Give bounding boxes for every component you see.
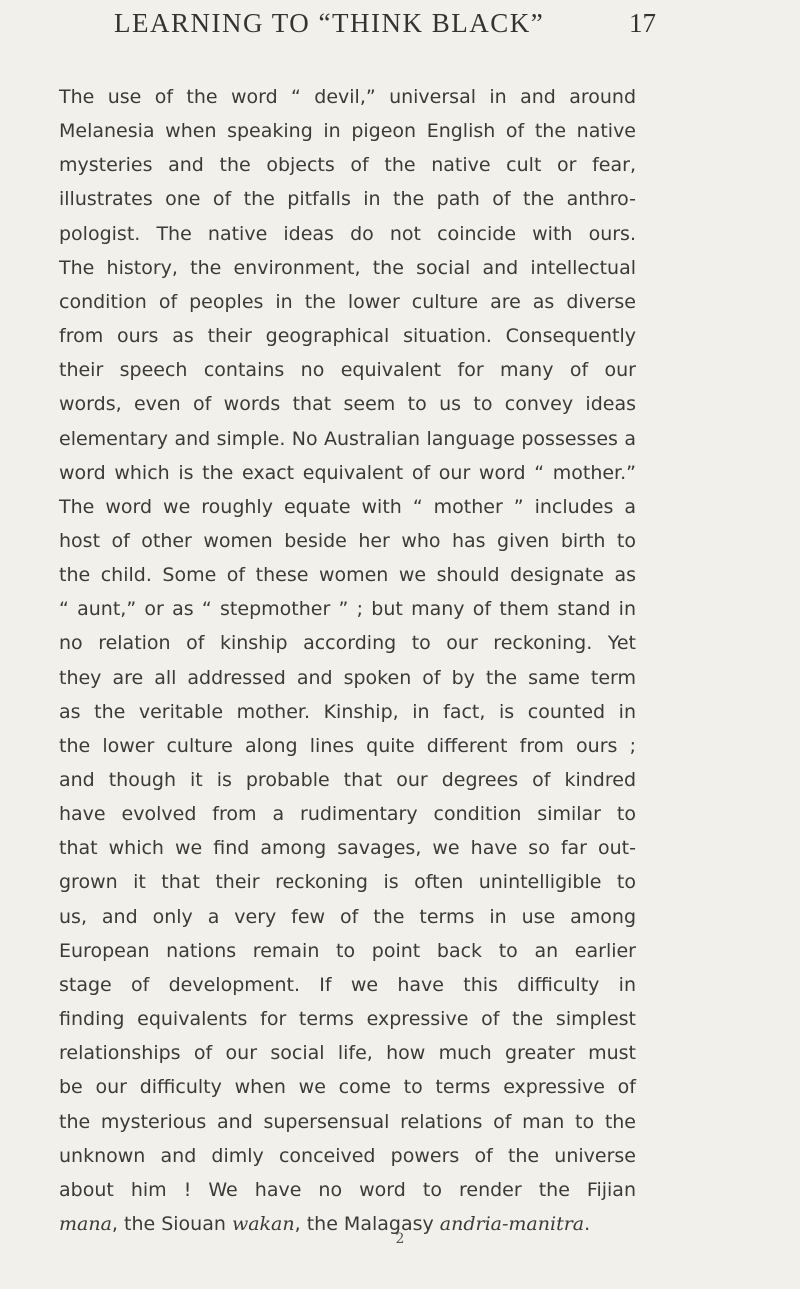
running-header <box>96 8 656 39</box>
text-line: that which we find among savages, we have so far out- <box>59 837 636 860</box>
text-line: word which is the exact equivalent of our word “ mother.” <box>59 461 636 484</box>
text-line: European nations remain to point back to an earlier <box>59 939 636 962</box>
text-line: relationships of our social life, how much greater must <box>59 1042 636 1065</box>
text-line: they are all addressed and spoken of by the same term <box>59 666 636 689</box>
text-line: grown it that their reckoning is often unintelligible to <box>59 871 636 894</box>
text-line: The use of the word “ devil,” universal in and around <box>59 86 636 108</box>
text-line: condition of peoples in the lower culture are as diverse <box>59 290 636 313</box>
running-title: LEARNING TO “THINK BLACK” <box>114 8 545 38</box>
text-line: have evolved from a rudimentary condition similar to <box>59 803 636 826</box>
text-line: and though it is probable that our degrees of kindred <box>59 769 636 791</box>
text-fragment: , the Malagasy <box>294 1212 440 1235</box>
text-line: the lower culture along lines quite different from ours ; <box>59 734 636 757</box>
text-line: pologist. The native ideas do not coincide with ours. <box>59 222 636 245</box>
text-line: no relation of kinship according to our reckoning. Yet <box>59 632 636 655</box>
text-line: host of other women beside her who has given birth to <box>59 529 636 552</box>
text-line: words, even of words that seem to us to convey ideas <box>59 393 636 416</box>
text-line: illustrates one of the pitfalls in the path of the anthro- <box>59 188 636 211</box>
term-wakan: wakan <box>231 1212 295 1235</box>
text-line: the mysterious and supersensual relations of man to the <box>59 1110 636 1133</box>
text-line: as the veritable mother. Kinship, in fact, is counted in <box>59 700 636 723</box>
text-line: The word we roughly equate with “ mother ” includes a <box>59 495 636 518</box>
text-line: The history, the environment, the social and intellectual <box>59 256 636 279</box>
text-line: elementary and simple. No Australian language possesses a <box>59 427 636 450</box>
text-line: Melanesia when speaking in pigeon English of the native <box>59 120 636 143</box>
text-line: unknown and dimly conceived powers of the universe <box>59 1144 636 1167</box>
text-line: from ours as their geographical situation. Consequently <box>59 325 636 348</box>
text-line: stage of development. If we have this difficulty in <box>59 973 636 996</box>
text-line: about him ! We have no word to render the Fijian <box>59 1178 636 1201</box>
text-line: finding equivalents for terms expressive of the simplest <box>59 1008 636 1031</box>
text-fragment: . <box>584 1212 591 1235</box>
text-line: us, and only a very few of the terms in use among <box>59 905 636 928</box>
term-mana: mana <box>59 1212 112 1235</box>
text-line: their speech contains no equivalent for many of our <box>59 359 636 382</box>
text-line: be our difficulty when we come to terms expressive of <box>59 1076 636 1099</box>
text-fragment: , the Siouan <box>111 1212 232 1235</box>
text-line: the child. Some of these women we should designate as <box>59 564 636 587</box>
text-line: mysteries and the objects of the native cult or fear, <box>59 154 636 177</box>
signature-mark: 2 <box>395 1231 405 1247</box>
term-andria-manitra: andria-manitra <box>439 1212 585 1235</box>
page-number: 17 <box>629 8 656 38</box>
text-line: “ aunt,” or as “ stepmother ” ; but many of them stand in <box>59 598 636 621</box>
